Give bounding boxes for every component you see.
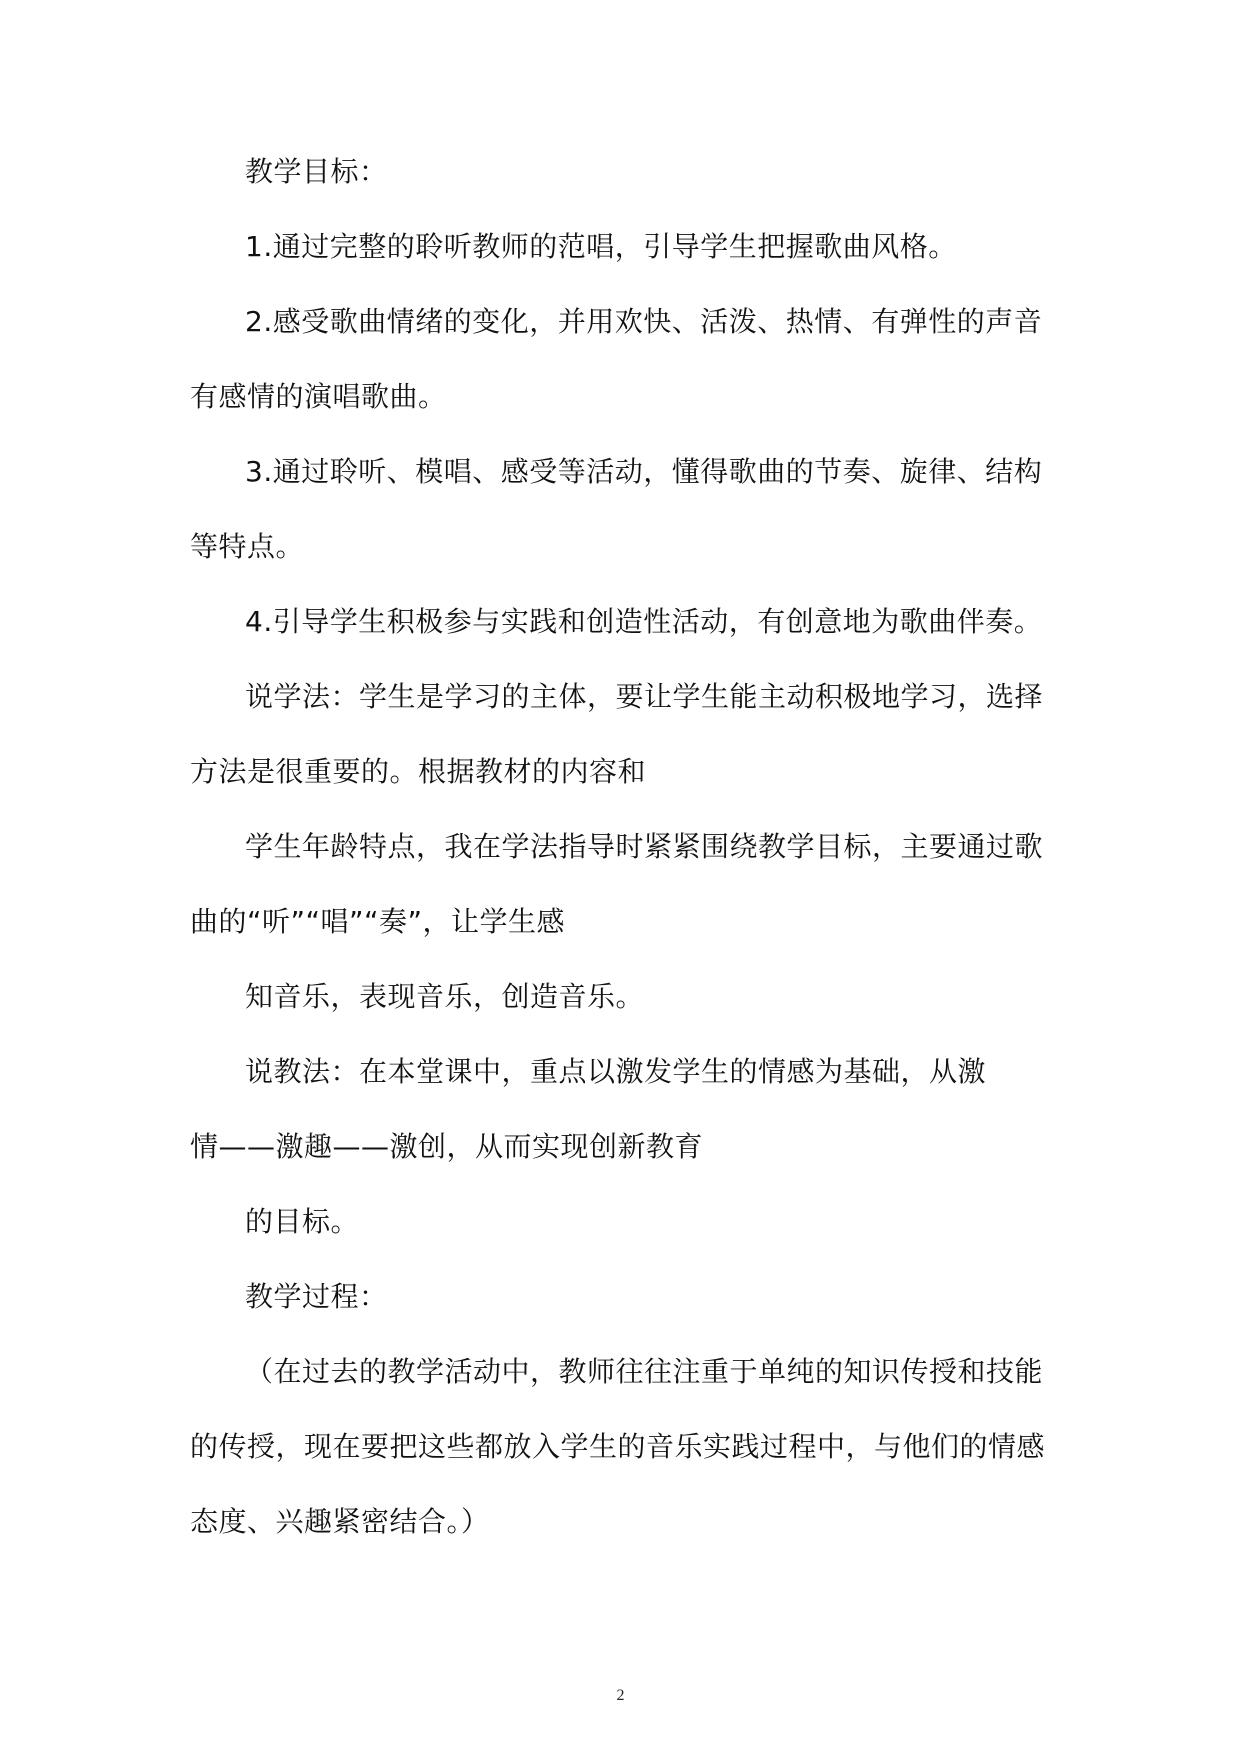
paragraph-line: 4.引导学生积极参与实践和创造性活动，有创意地为歌曲伴奏。 bbox=[245, 605, 1043, 638]
paragraph-line: 的目标。 bbox=[245, 1205, 360, 1238]
paragraph-line: 3.通过聆听、模唱、感受等活动，懂得歌曲的节奏、旋律、结构 bbox=[245, 455, 1043, 488]
section-heading-teaching-goals: 教学目标： bbox=[245, 155, 388, 188]
paragraph-line: 学生年龄特点，我在学法指导时紧紧围绕教学目标，主要通过歌 bbox=[245, 830, 1044, 863]
paragraph-line: 情——激趣——激创，从而实现创新教育 bbox=[190, 1130, 704, 1163]
section-heading-teaching-process: 教学过程： bbox=[245, 1280, 388, 1313]
paragraph-line: 的传授，现在要把这些都放入学生的音乐实践过程中，与他们的情感 bbox=[190, 1430, 1046, 1463]
paragraph-line: 曲的“听”“唱”“奏”，让学生感 bbox=[190, 905, 566, 938]
paragraph-line: 有感情的演唱歌曲。 bbox=[190, 380, 447, 413]
paragraph-line: （在过去的教学活动中，教师往往注重于单纯的知识传授和技能 bbox=[245, 1355, 1044, 1388]
page-number: 2 bbox=[616, 1687, 625, 1704]
paragraph-line: 说学法：学生是学习的主体，要让学生能主动积极地学习，选择 bbox=[245, 680, 1044, 713]
paragraph-line: 等特点。 bbox=[190, 530, 305, 563]
paragraph-line: 态度、兴趣紧密结合。） bbox=[190, 1505, 490, 1538]
paragraph-line: 2.感受歌曲情绪的变化，并用欢快、活泼、热情、有弹性的声音 bbox=[245, 305, 1043, 338]
paragraph-line: 知音乐，表现音乐，创造音乐。 bbox=[245, 980, 645, 1013]
paragraph-line: 方法是很重要的。根据教材的内容和 bbox=[190, 755, 647, 788]
paragraph-line: 说教法：在本堂课中，重点以激发学生的情感为基础，从激 bbox=[245, 1055, 987, 1088]
paragraph-line: 1.通过完整的聆听教师的范唱，引导学生把握歌曲风格。 bbox=[245, 230, 957, 263]
